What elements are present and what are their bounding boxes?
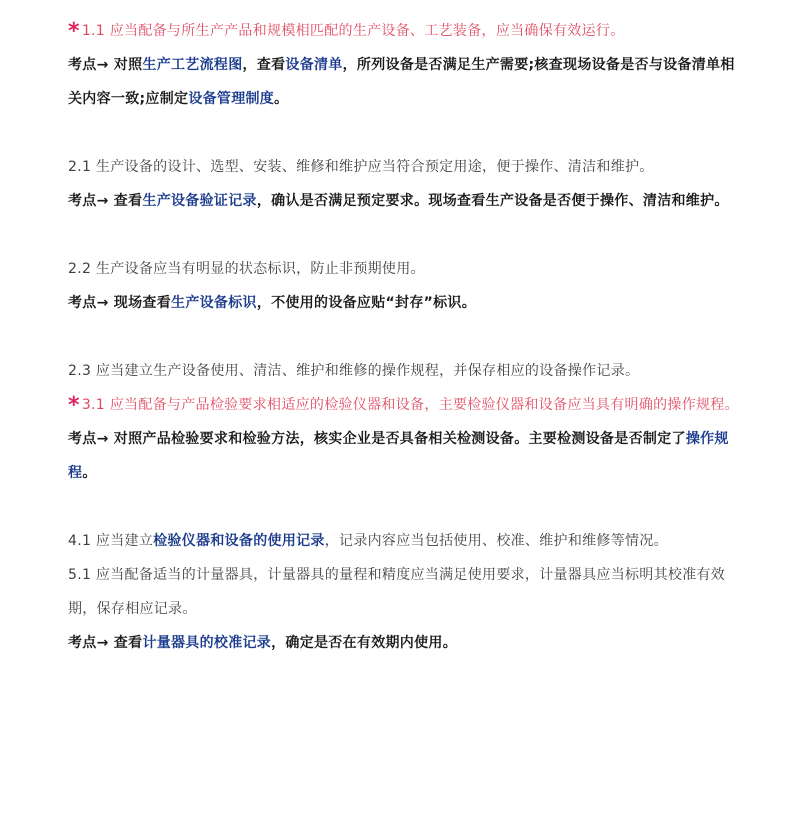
- paragraph-text: 考点→ 对照产品检验要求和检验方法，核实企业是否具备相关检测设备。主要检测设备是否制定了: [68, 431, 686, 447]
- exam-point-paragraph: [68, 184, 743, 218]
- key-item-star-icon: *: [68, 19, 80, 44]
- paragraph-text: ，确认是否满足预定要求。现场查看生产设备是否便于操作、清洁和维护。: [256, 193, 729, 209]
- requirement-paragraph: [68, 558, 743, 626]
- requirement-text: 2.3 应当建立生产设备使用、清洁、维护和维修的操作规程，并保存相应的设备操作记录。: [68, 363, 640, 379]
- requirement-paragraph: [68, 252, 743, 286]
- paragraph-gap: [68, 218, 743, 252]
- paragraph-text: ，记录内容应当包括使用、校准、维护和维修等情况。: [324, 533, 668, 549]
- paragraph-text: ，确定是否在有效期内使用。: [271, 635, 458, 651]
- highlighted-term: 设备管理制度: [188, 91, 275, 107]
- highlighted-term: 操作规程: [68, 431, 729, 481]
- key-item-star-icon: *: [68, 393, 80, 418]
- requirement-paragraph: [68, 354, 743, 388]
- exam-point-paragraph: [68, 422, 743, 490]
- requirement-text: 2.2 生产设备应当有明显的状态标识，防止非预期使用。: [68, 261, 425, 277]
- paragraph-text: 。: [274, 91, 289, 107]
- paragraph-text: 考点→ 查看: [68, 635, 143, 651]
- highlighted-term: 设备清单: [285, 57, 343, 73]
- paragraph-text: 考点→ 查看: [68, 193, 143, 209]
- paragraph-text: 考点→ 现场查看: [68, 295, 172, 311]
- highlighted-term: 计量器具的校准记录: [142, 635, 272, 651]
- paragraph-text: 考点→ 对照: [68, 57, 143, 73]
- requirement-paragraph: [68, 388, 743, 422]
- highlighted-term: 生产工艺流程图: [142, 57, 243, 73]
- requirement-paragraph: [68, 14, 743, 48]
- paragraph-text: ，查看: [242, 57, 286, 73]
- highlighted-term: 生产设备标识: [171, 295, 257, 311]
- requirement-text: 2.1 生产设备的设计、选型、安装、维修和维护应当符合预定用途，便于操作、清洁和维护。: [68, 159, 654, 175]
- highlighted-term: 生产设备验证记录: [142, 193, 257, 209]
- paragraph-gap: [68, 490, 743, 524]
- requirement-text: 3.1 应当配备与产品检验要求相适应的检验仪器和设备，主要检验仪器和设备应当具有明确的操作规程。: [81, 397, 739, 413]
- requirement-text: 1.1 应当配备与所生产产品和规模相匹配的生产设备、工艺装备，应当确保有效运行。: [81, 23, 625, 39]
- exam-point-paragraph: [68, 48, 743, 116]
- paragraph-text: 4.1 应当建立: [68, 533, 154, 549]
- requirement-paragraph: [68, 524, 743, 558]
- requirement-paragraph: [68, 150, 743, 184]
- exam-point-paragraph: [68, 626, 743, 660]
- paragraph-gap: [68, 320, 743, 354]
- paragraph-text: ，所列设备是否满足生产需要;核查现场设备是否与设备清单相关内容一致;应制定: [68, 57, 735, 107]
- exam-point-paragraph: [68, 286, 743, 320]
- paragraph-gap: [68, 116, 743, 150]
- requirement-text: 5.1 应当配备适当的计量器具，计量器具的量程和精度应当满足使用要求，计量器具应当标明其校准有效期，保存相应记录。: [68, 567, 726, 617]
- paragraph-text: 。: [82, 465, 97, 481]
- paragraph-text: ，不使用的设备应贴“封存”标识。: [256, 295, 477, 311]
- highlighted-term: 检验仪器和设备的使用记录: [153, 533, 325, 549]
